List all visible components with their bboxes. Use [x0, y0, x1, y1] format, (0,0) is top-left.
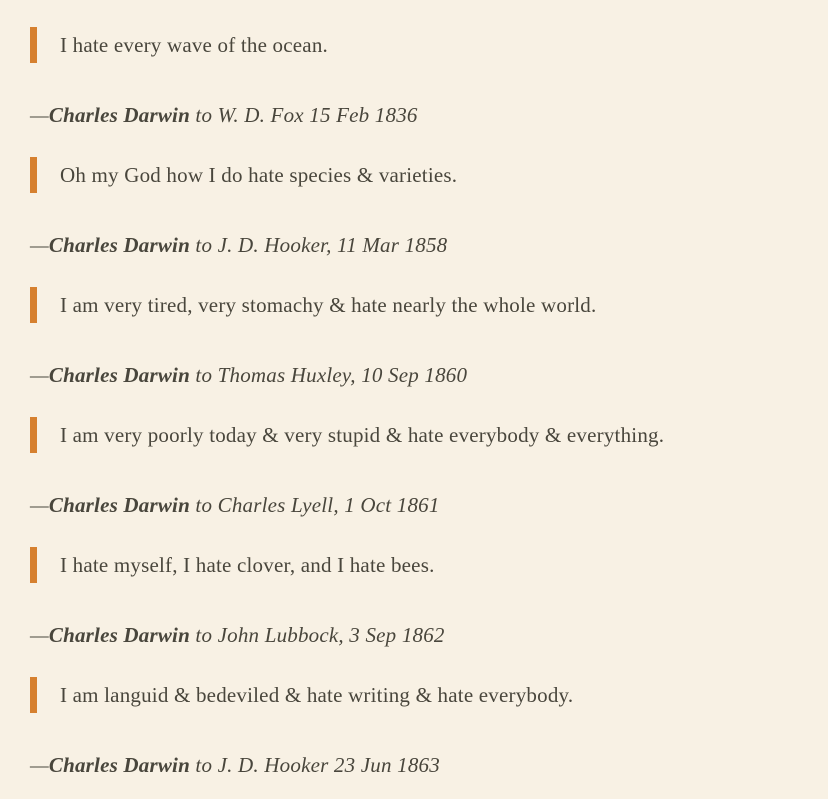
quote-text: I am very tired, very stomachy & hate nearly the whole world. — [30, 287, 798, 323]
quote-attribution — [30, 747, 798, 783]
attribution-recipient-date: to Thomas Huxley, 10 Sep 1860 — [189, 363, 468, 387]
quote-item — [30, 287, 798, 393]
attribution-author: Charles Darwin — [48, 103, 190, 127]
attribution-recipient-date: to J. D. Hooker 23 Jun 1863 — [189, 753, 440, 777]
attribution-dash: — — [30, 103, 49, 127]
quote-item — [30, 27, 798, 133]
attribution-dash: — — [30, 493, 49, 517]
attribution-recipient-date: to John Lubbock, 3 Sep 1862 — [189, 623, 445, 647]
quote-attribution — [30, 357, 798, 393]
attribution-author: Charles Darwin — [48, 233, 190, 257]
quote-item — [30, 417, 798, 523]
quote-item — [30, 157, 798, 263]
attribution-author: Charles Darwin — [48, 623, 190, 647]
attribution-recipient-date: to W. D. Fox 15 Feb 1836 — [189, 103, 418, 127]
quote-attribution — [30, 227, 798, 263]
quote-text: I am languid & bedeviled & hate writing & hate everybody. — [30, 677, 798, 713]
attribution-author: Charles Darwin — [48, 363, 190, 387]
attribution-dash: — — [30, 623, 49, 647]
quote-text: I am very poorly today & very stupid & hate everybody & everything. — [30, 417, 798, 453]
quote-item — [30, 677, 798, 783]
attribution-dash: — — [30, 233, 49, 257]
quote-text: I hate myself, I hate clover, and I hate bees. — [30, 547, 798, 583]
quote-text: Oh my God how I do hate species & varieties. — [30, 157, 798, 193]
attribution-recipient-date: to J. D. Hooker, 11 Mar 1858 — [189, 233, 448, 257]
quote-item — [30, 547, 798, 653]
attribution-author: Charles Darwin — [48, 493, 190, 517]
quote-text: I hate every wave of the ocean. — [30, 27, 798, 63]
attribution-dash: — — [30, 753, 49, 777]
attribution-recipient-date: to Charles Lyell, 1 Oct 1861 — [189, 493, 440, 517]
attribution-author: Charles Darwin — [48, 753, 190, 777]
quote-attribution — [30, 487, 798, 523]
attribution-dash: — — [30, 363, 49, 387]
quote-attribution — [30, 97, 798, 133]
quote-attribution — [30, 617, 798, 653]
